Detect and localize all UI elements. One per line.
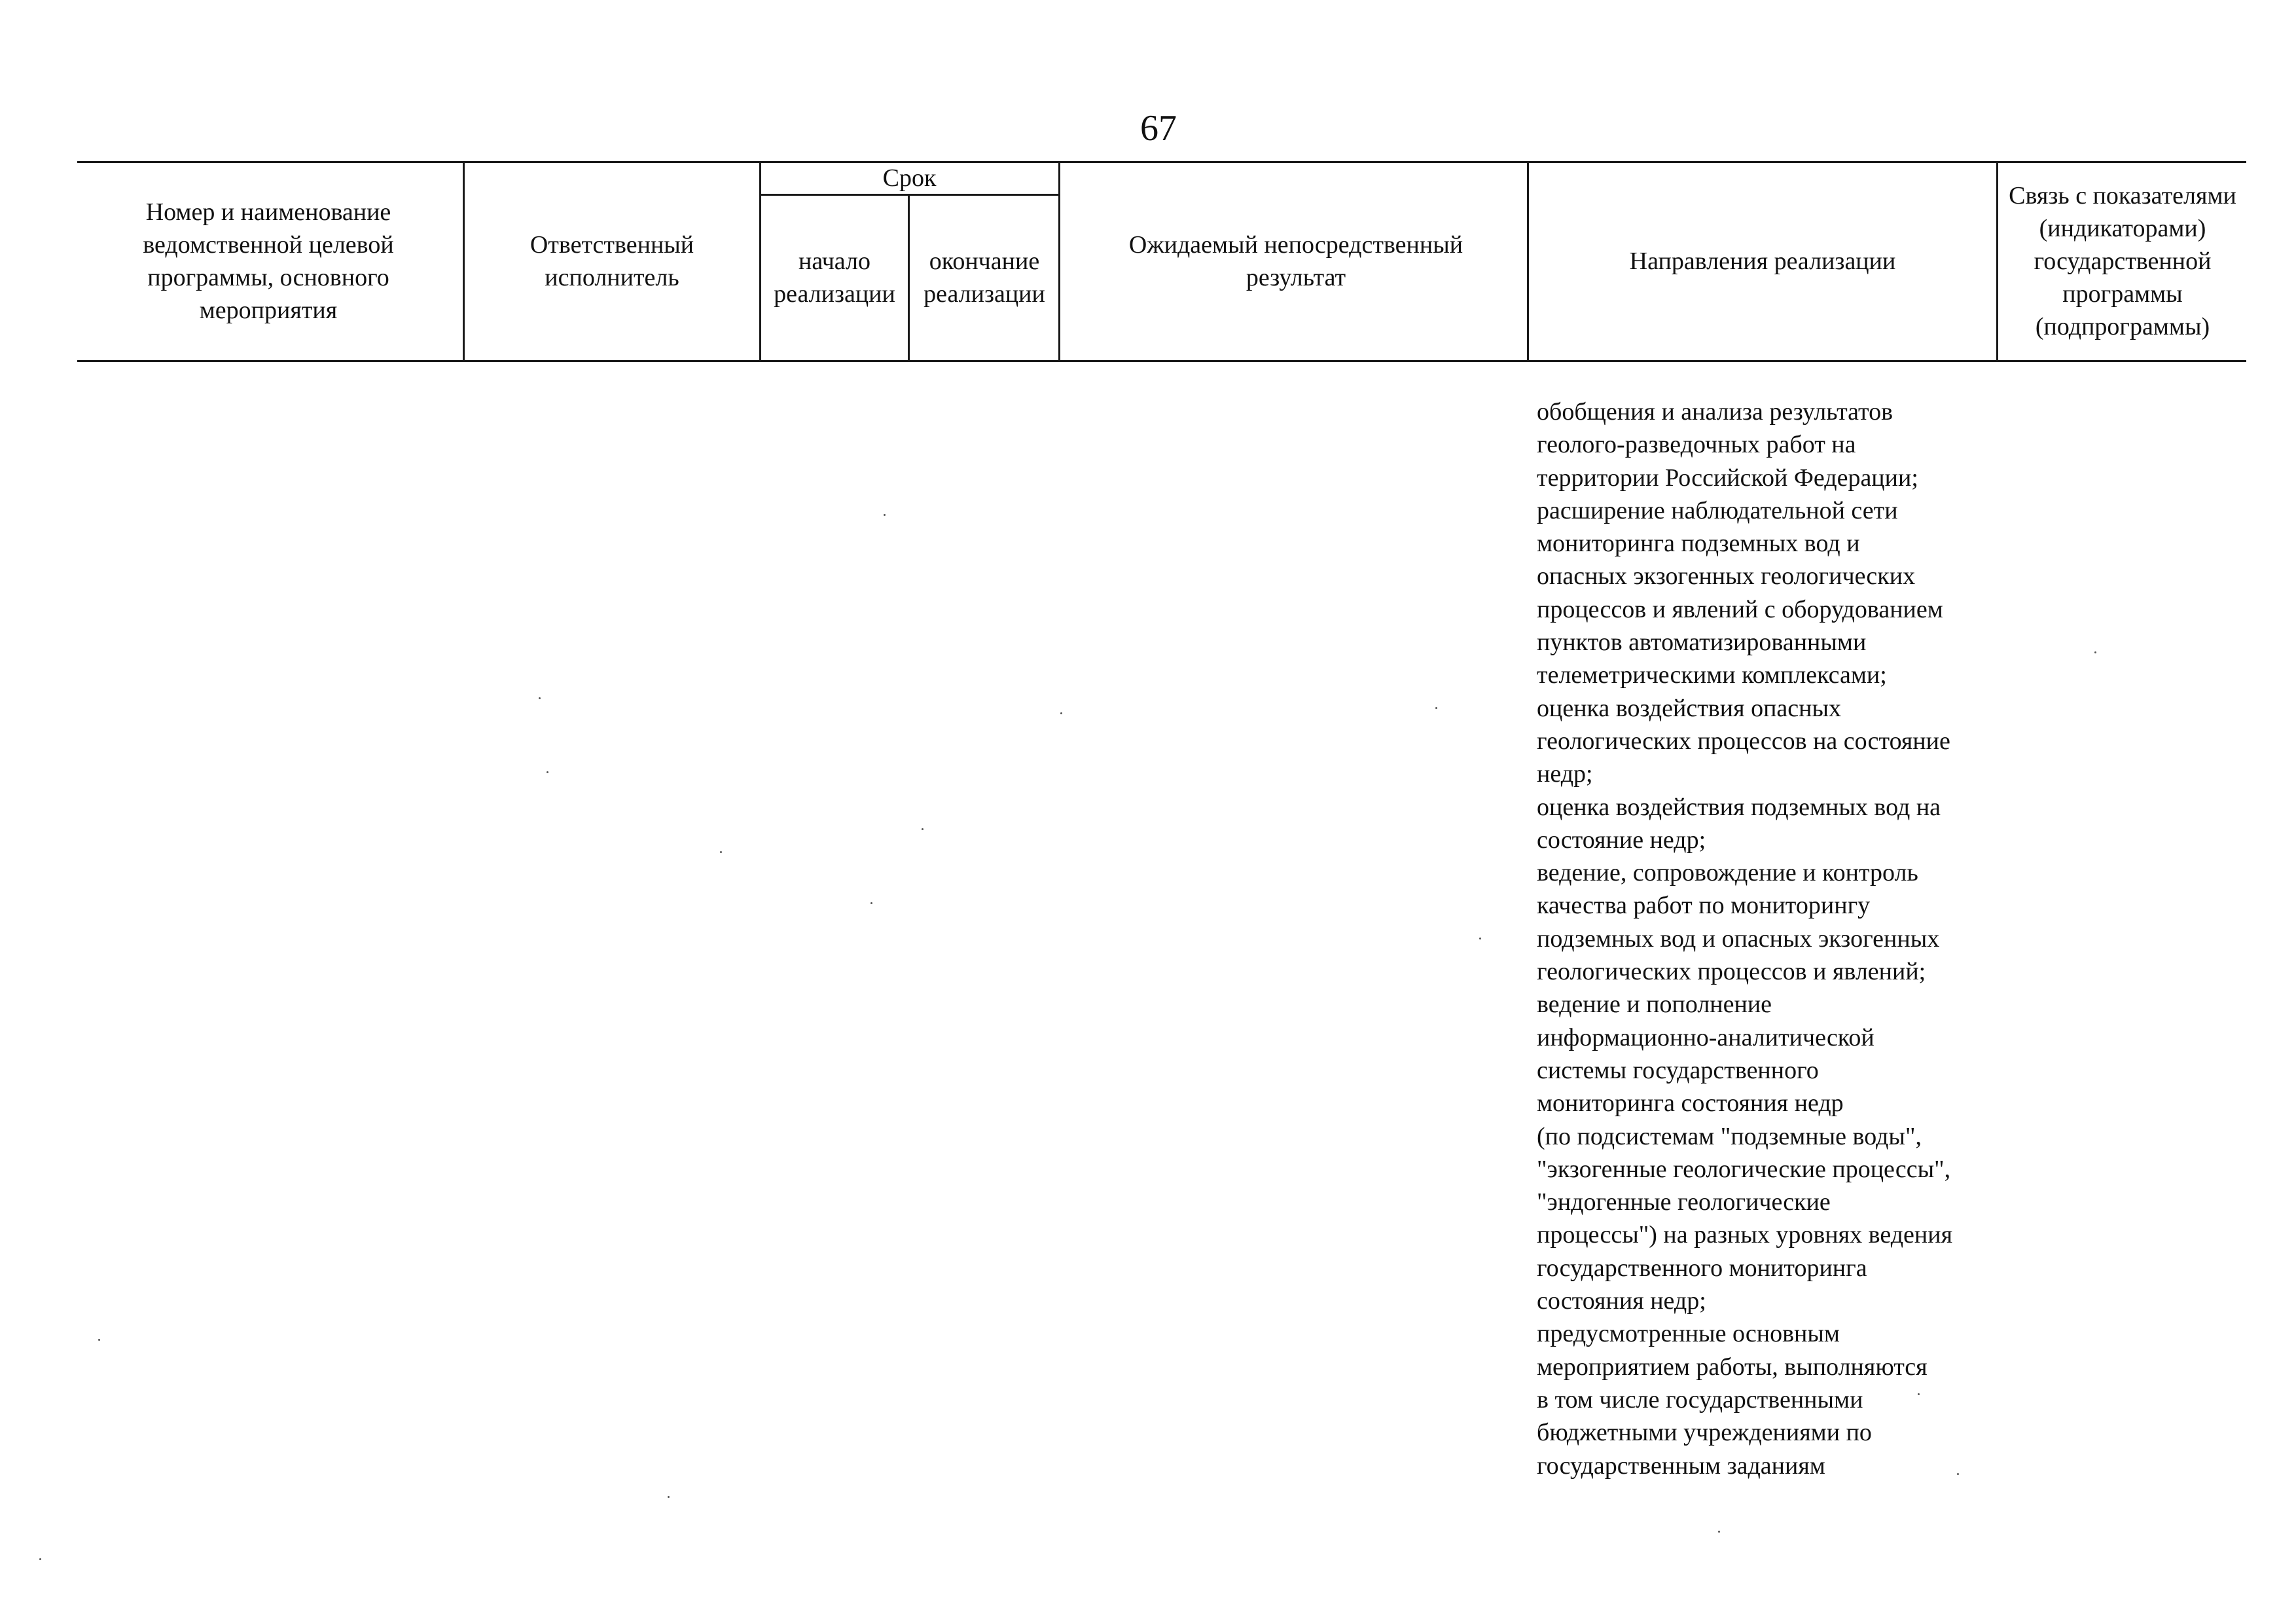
header-term-end: окончание реализации: [924, 247, 1045, 308]
directions-line: процессов и явлений с оборудованием: [1537, 595, 1943, 623]
directions-line: "экзогенные геологические процессы",: [1537, 1155, 1951, 1183]
directions-line: бюджетными учреждениями по: [1537, 1419, 1872, 1447]
directions-line: расширение наблюдательной сети: [1537, 496, 1898, 524]
directions-line: ведение, сопровождение и контроль: [1537, 859, 1918, 887]
directions-line: территории Российской Федерации;: [1537, 464, 1918, 492]
directions-line: телеметрическими комплексами;: [1537, 661, 1887, 689]
directions-line: оценка воздействия опасных: [1537, 694, 1841, 722]
directions-line: опасных экзогенных геологических: [1537, 562, 1916, 591]
header-expected-result: Ожидаемый непосредственный результат: [1128, 231, 1463, 291]
directions-line: качества работ по мониторингу: [1537, 892, 1871, 920]
directions-line: ведение и пополнение: [1537, 991, 1772, 1019]
directions-line: предусмотренные основным: [1537, 1320, 1840, 1348]
header-directions: Направления реализации: [1629, 247, 1896, 275]
directions-line: (по подсистемам "подземные воды",: [1537, 1122, 1922, 1150]
directions-line: состояние недр;: [1537, 826, 1706, 854]
directions-text: [1537, 395, 2008, 1482]
directions-line: в том числе государственными: [1537, 1385, 1863, 1413]
header-term-start: начало реализации: [774, 247, 895, 308]
directions-line: мероприятием работы, выполняются: [1537, 1353, 1928, 1381]
header-bottom-rule: [77, 360, 2246, 362]
directions-line: подземных вод и опасных экзогенных: [1537, 924, 1940, 953]
header-term: Срок: [882, 164, 937, 192]
directions-line: системы государственного: [1537, 1056, 1819, 1084]
directions-line: геологических процессов на состояние: [1537, 727, 1950, 755]
page-number: 67: [1140, 108, 1177, 149]
directions-line: мониторинга подземных вод и: [1537, 530, 1860, 558]
directions-line: государственного мониторинга: [1537, 1254, 1867, 1282]
header-program: Номер и наименование ведомственной целевой программы, основного мероприятия: [143, 198, 394, 324]
directions-line: геолого-разведочных работ на: [1537, 431, 1856, 459]
directions-line: пунктов автоматизированными: [1537, 629, 1867, 657]
directions-line: геологических процессов и явлений;: [1537, 958, 1926, 986]
directions-line: мониторинга состояния недр: [1537, 1089, 1844, 1118]
directions-line: оценка воздействия подземных вод на: [1537, 793, 1941, 821]
directions-line: информационно-аналитической: [1537, 1023, 1874, 1051]
header-responsible: Ответственный исполнитель: [529, 231, 694, 291]
directions-line: государственным заданиям: [1537, 1451, 1825, 1480]
directions-line: недр;: [1537, 760, 1593, 788]
col-sep-1: [463, 161, 465, 361]
directions-line: обобщения и анализа результатов: [1537, 398, 1893, 426]
directions-line: процессы") на разных уровнях ведения: [1537, 1221, 1953, 1249]
directions-line: состояния недр;: [1537, 1287, 1706, 1315]
directions-line: "эндогенные геологические: [1537, 1188, 1831, 1216]
header-indicators: Связь с показателями (индикаторами) государственной программы (подпрограммы): [2009, 182, 2236, 340]
